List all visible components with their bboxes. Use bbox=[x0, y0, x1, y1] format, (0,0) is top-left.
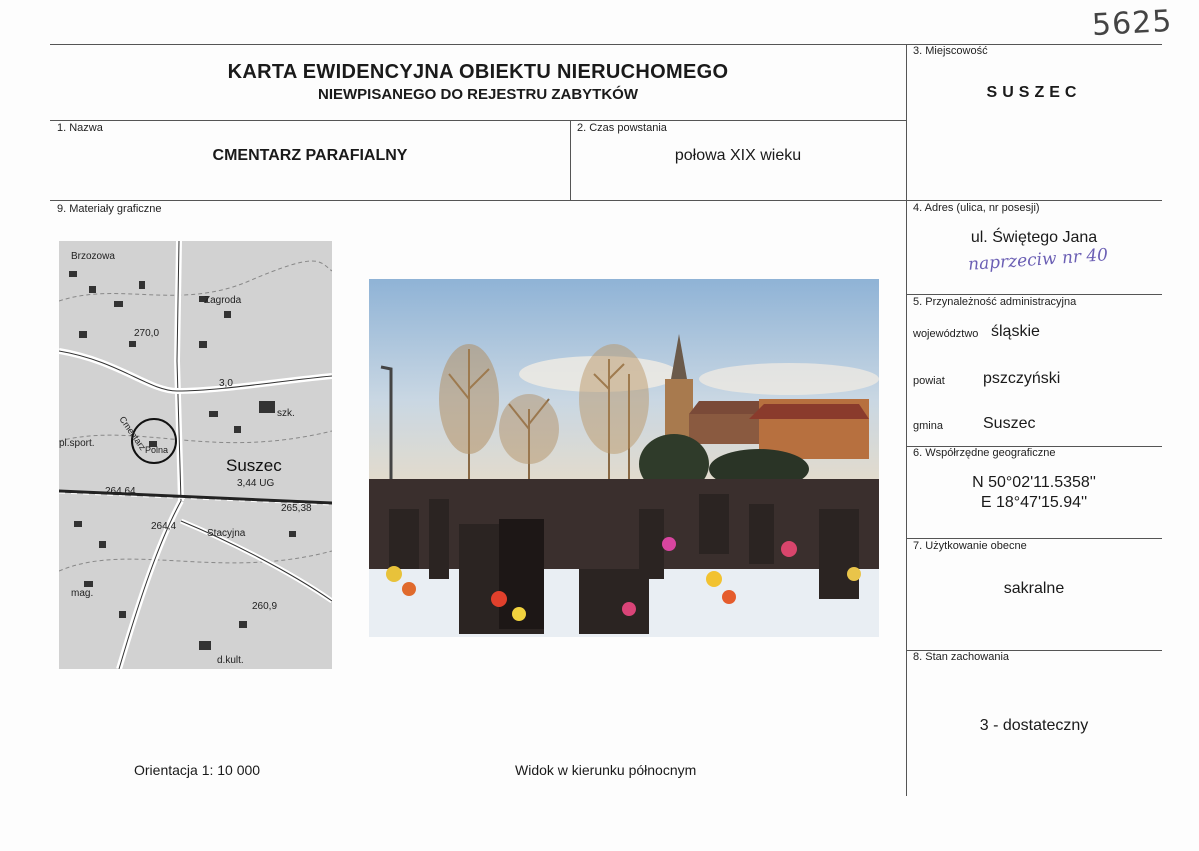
archive-number: 5625 bbox=[1091, 3, 1174, 44]
field-3-value: SUSZEC bbox=[986, 84, 1082, 101]
map-label-cmentarz: Cmentarz bbox=[117, 414, 148, 453]
field-3-label: 3. Miejscowość bbox=[913, 45, 988, 57]
field-2-value: połowa XIX wieku bbox=[674, 147, 802, 164]
map-label-h264a: 264,64 bbox=[105, 486, 136, 497]
card-subtitle: NIEWPISANEGO DO REJESTRU ZABYTKÓW bbox=[317, 86, 639, 103]
map-label-szk: szk. bbox=[277, 408, 295, 419]
address-handwritten-note: naprzeciw nr 40 bbox=[967, 245, 1109, 275]
map-label-town-sub: 3,44 UG bbox=[237, 478, 275, 489]
map-label-town: Suszec bbox=[226, 456, 282, 475]
header-bottom-line bbox=[50, 120, 906, 121]
field-6-label: 6. Współrzędne geograficzne bbox=[913, 447, 1056, 459]
map-label-mag: mag. bbox=[71, 588, 94, 599]
field-5-label: 5. Przynależność administracyjna bbox=[913, 296, 1077, 308]
sep-6-7 bbox=[906, 538, 1162, 539]
field-1-label: 1. Nazwa bbox=[57, 122, 103, 134]
photo-drawing bbox=[369, 279, 879, 637]
map-label-polna: Polna bbox=[145, 445, 169, 455]
field-2-label: 2. Czas powstania bbox=[577, 122, 667, 134]
topographic-map bbox=[59, 241, 332, 669]
field-7-label: 7. Użytkowanie obecne bbox=[913, 540, 1027, 552]
field-9-label: 9. Materiały graficzne bbox=[57, 203, 162, 215]
map-drawing bbox=[59, 241, 332, 669]
map-label-h30: 3,0 bbox=[219, 378, 233, 389]
field-7-value: sakralne bbox=[1003, 580, 1065, 597]
map-label-dkult: d.kult. bbox=[217, 655, 244, 666]
cemetery-photo bbox=[369, 279, 879, 637]
map-label-h265: 265,38 bbox=[281, 503, 312, 514]
sep-4-5 bbox=[906, 294, 1162, 295]
field-8-value: 3 - dostateczny bbox=[979, 717, 1089, 734]
field-4-label: 4. Adres (ulica, nr posesji) bbox=[913, 202, 1040, 214]
card-title: KARTA EWIDENCYJNA OBIEKTU NIERUCHOMEGO bbox=[227, 61, 729, 83]
map-label-zagrody: Zagroda bbox=[204, 295, 242, 306]
map-label-h270: 270,0 bbox=[134, 328, 160, 339]
powiat-label: powiat bbox=[913, 375, 945, 387]
powiat-value: pszczyński bbox=[983, 370, 1061, 387]
wojewodztwo-label: województwo bbox=[913, 328, 979, 340]
right-column-divider bbox=[906, 44, 907, 796]
photo-caption: Widok w kierunku północnym bbox=[515, 762, 697, 778]
frame-top-line bbox=[50, 44, 1162, 45]
row1-bottom-line bbox=[50, 200, 1162, 201]
map-label-plsport: pl.sport. bbox=[59, 438, 95, 449]
wojewodztwo-value: śląskie bbox=[991, 323, 1040, 340]
map-label-stacyjna: Stacyjna bbox=[207, 528, 246, 539]
gmina-label: gmina bbox=[913, 420, 943, 432]
map-label-h264b: 264,4 bbox=[151, 521, 177, 532]
map-label-brzozowa: Brzozowa bbox=[71, 251, 115, 262]
field-8-label: 8. Stan zachowania bbox=[913, 651, 1010, 663]
gmina-value: Suszec bbox=[983, 415, 1036, 432]
field-4-value: ul. Świętego Jana bbox=[970, 229, 1098, 246]
coord-n: N 50°02'11.5358'' bbox=[972, 474, 1096, 491]
field-1-value: CMENTARZ PARAFIALNY bbox=[212, 147, 408, 164]
map-caption: Orientacja 1: 10 000 bbox=[134, 762, 261, 778]
map-label-h260: 260,9 bbox=[252, 601, 278, 612]
coord-e: E 18°47'15.94'' bbox=[980, 494, 1088, 511]
